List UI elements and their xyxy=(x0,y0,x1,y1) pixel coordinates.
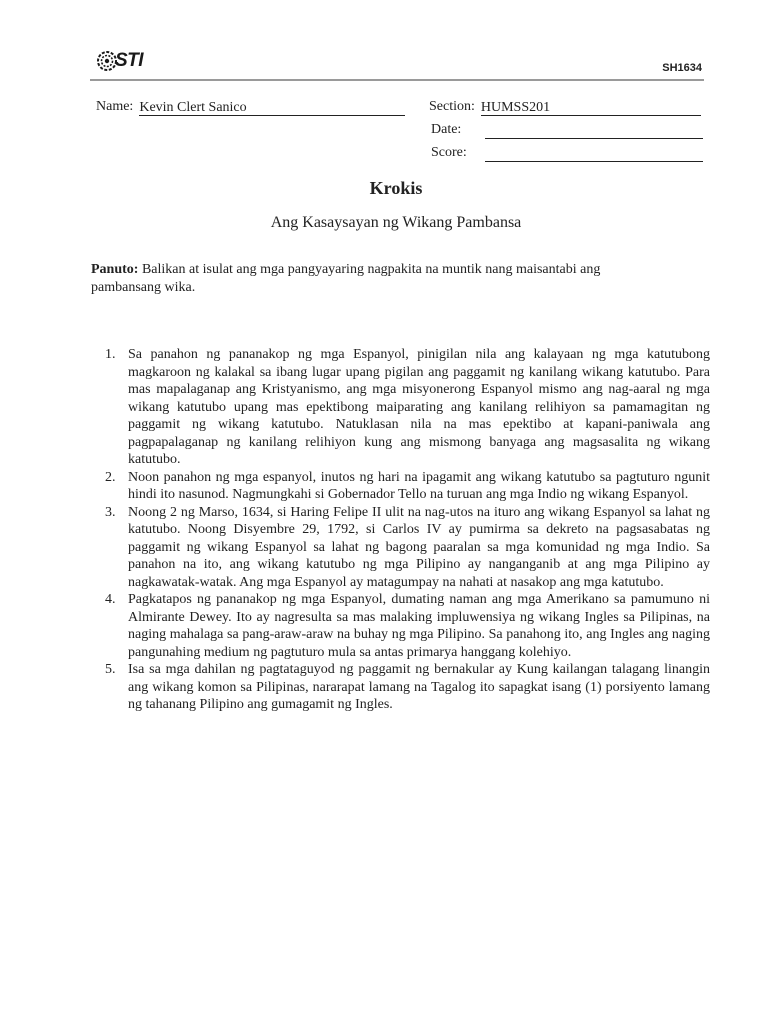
logo-text: STI xyxy=(115,50,144,71)
list-item xyxy=(105,591,710,661)
item-text: Isa sa mga dahilan ng pagtataguyod ng paggamit ng bernakular ay Kung kailangan talagang linangin ang wikang komon sa Pilipinas, nararapat lamang na Tagalog ito sapagkat isang (1) porsiyento lamang ng tahanang Pilipino ang gumagamit ng Ingles. xyxy=(128,662,710,712)
section-label: Section: xyxy=(429,99,475,114)
item-number: 3. xyxy=(105,504,116,520)
date-label: Date: xyxy=(431,122,462,137)
name-label: Name: xyxy=(96,99,134,114)
item-text: Sa panahon ng pananakop ng mga Espanyol, pinigilan nila ang kalayaan ng mga katutubong magkaroon ng kalakal sa ibang lugar upang pigilan ang paggamit ng kanilang wikang katutubo. Para mas mapalaganap ang Kristyanismo, ang mga misyonerong Espanyol mismo ang nag-aaral ng mga wikang katutubo upang mas epektibong maiparating ang kanilang relihiyon sa pamamagitan ng paggamit ng wikang katutubo. Natuklasan nila na mas epektibo at kapani-paniwala ang pagpapalaganap ng kanilang relihiyon kung ang mismong banyaga ang magsasalita ng wikang katutubo. xyxy=(128,347,710,467)
list-item xyxy=(105,661,710,714)
score-value xyxy=(485,146,703,162)
item-text: Pagkatapos ng pananakop ng mga Espanyol, dumating naman ang mga Amerikano sa pamumuno ni Almirante Dewey. Ito ay nagresulta sa mas malaking impluwensiya ng wikang Ingles sa Pilipinas, na naging mahalaga sa pang-araw-araw na buhay ng mga Pilipino. Sa panahong ito, ang Ingles ang naging pangunahing medium ng pagtuturo mula sa antas primarya hanggang kolehiyo. xyxy=(128,592,710,660)
item-text: Noon panahon ng mga espanyol, inutos ng hari na ipagamit ang wikang katutubo sa pagtuturo ngunit hindi ito nasunod. Nagmungkahi si Gobernador Tello na turuan ang mga Indio ng wikang Espanyol. xyxy=(128,469,710,502)
score-label: Score: xyxy=(431,145,467,160)
worksheet-title: Krokis xyxy=(369,178,423,198)
item-number: 5. xyxy=(105,662,116,677)
name-field xyxy=(96,98,405,116)
header-divider xyxy=(90,79,704,81)
list-item xyxy=(105,346,710,469)
instructions xyxy=(91,261,651,297)
date-field xyxy=(431,121,703,139)
item-text: Noong 2 ng Marso, 1634, si Haring Felipe II ulit na nag-utos na ituro ang wikang Espanyol sa lahat ng katutubo. Noong Disyembre 29, 1792, si Carlos IV ay pumirma sa dekreto na pagsasabatas ng paggamit ng wikang Espanyol sa lahat ng bagong paaralan sa mga komunidad ng mga Indio. Sa panahon na ito, ang wikang katutubo ng mga Pilipino ay nanganganib at ang mga Pilipino ay nagkawatak-watak. Ang mga Espanyol ay matagumpay na nahati at nasakop ang mga katutubo. xyxy=(128,504,710,590)
worksheet-subtitle: Ang Kasaysayan ng Wikang Pambansa xyxy=(270,214,522,231)
score-field xyxy=(431,144,703,162)
item-number: 4. xyxy=(105,592,116,607)
sti-logo xyxy=(97,50,143,72)
instructions-label: Panuto: xyxy=(91,262,139,277)
document-code: SH1634 xyxy=(662,62,702,74)
answer-list xyxy=(105,346,710,714)
item-number: 1. xyxy=(105,347,116,362)
instructions-text: Balikan at isulat ang mga pangyayaring nagpakita na muntik nang maisantabi ang pambansang wika. xyxy=(91,262,601,295)
date-value xyxy=(485,123,703,139)
item-number: 2. xyxy=(105,469,116,485)
list-item xyxy=(105,469,710,504)
section-field xyxy=(429,98,701,116)
name-value: Kevin Clert Sanico xyxy=(139,100,405,116)
sti-globe-icon xyxy=(97,50,117,72)
list-item xyxy=(105,504,710,592)
section-value: HUMSS201 xyxy=(481,100,701,116)
